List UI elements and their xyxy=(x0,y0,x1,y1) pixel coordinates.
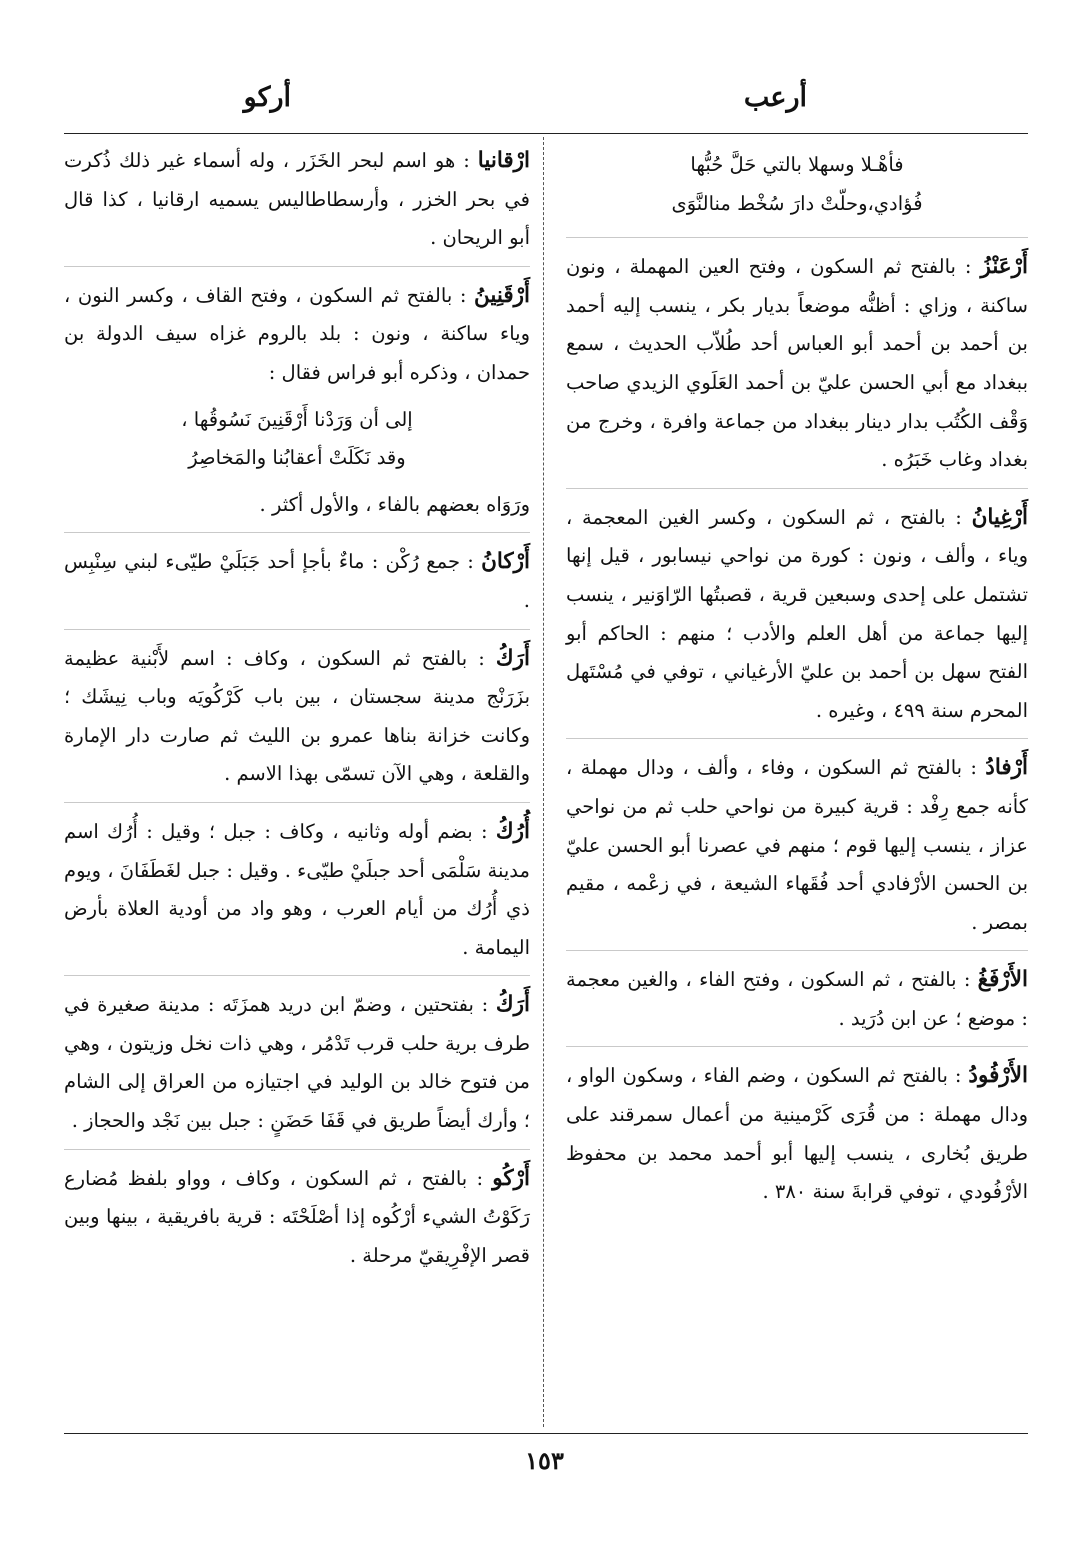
entry-headword: أَرْقَنِينُ xyxy=(474,282,530,308)
entry-headword: أَرْفادُ xyxy=(985,755,1029,781)
entry-arqaniya xyxy=(64,142,530,267)
poem-line: وقد نَكَلَتْ أعقابُنا والمَخاصِرُ xyxy=(188,446,406,470)
entry-text: : جمع رُكْن : ماءٌ بأجإ أحد جَبَلَيْ طيّىء لبني سِنْبِس . xyxy=(64,550,530,612)
poem-line: إلى أن وَرَدْنا أَرْقَنِينَ نَسُوقُها ، xyxy=(181,407,413,431)
running-head-left: أركو xyxy=(243,82,291,113)
entry-note: ورَوَاه بعضهم بالفاء ، والأول أكثر . xyxy=(259,492,530,516)
entry-alarfud xyxy=(566,1057,1028,1219)
entry-headword: أَرَكُ xyxy=(495,992,530,1018)
poem-verse xyxy=(64,393,530,486)
entry-headword: أَرْكانُ xyxy=(481,549,530,575)
entry-headword: أَرْغِيانُ xyxy=(971,504,1028,530)
entry-ark-1 xyxy=(64,640,530,803)
entry-uruk xyxy=(64,813,530,976)
entry-headword: أَرَكُ xyxy=(495,645,530,671)
entry-arku xyxy=(64,1160,530,1284)
entry-text: : بفتحتين ، وضمّ ابن دريد همزَتَه : مدينة صغيرة في طرف برية حلب قرب تَدْمُر ، وهي ذات نخل وزيتون ، وهي من فتوح خالد بن الوليد في اجتيازه من العراق إلى الشام ؛ وأرك أيضاً طريق في قَفَا حَضَنٍ : جبل بين نَجْد والحجاز . xyxy=(64,993,530,1133)
entry-headword: أَرْكُو xyxy=(492,1165,530,1191)
entry-text: : بالفتح ، ثم السكون ، وفتح الفاء ، والغين معجمة : موضع ؛ عن ابن دُرَيد . xyxy=(566,968,1028,1030)
running-head-right: أرعب xyxy=(743,82,807,113)
page-number: ١٥٣ xyxy=(525,1446,564,1475)
top-rule xyxy=(64,133,1028,134)
poem-line: فأهْـلا وسهلا بالتي حَلَّ حُبُّها xyxy=(690,153,904,176)
entry-text: : بالفتح ، ثم السكون ، وكسر الغين المعجمة ، وياء ، وألف ، ونون : كورة من نواحي نيسابور ، قيل إنها تشتمل على إحدى وسبعين قرية ، قصبتُها الرّاوَنير ، ينسب إليها جماعة من أهل العلم والأدب ؛ منهم : الحاكم أبو الفتح سهل بن أحمد بن عليّ الأرغياني ، توفي في مُسْتَهل المحرم سنة ٤٩٩ ، وغيره . xyxy=(566,505,1028,722)
column-divider xyxy=(543,137,544,1427)
entry-text: : هو اسم لبحر الخَزَر ، وله أسماء غير ذلك ذُكرت في بحر الخزر ، وأرسطاطاليس يسميه ارقانيا ، كذا قال أبو الريحان . xyxy=(64,149,530,250)
entry-arak xyxy=(64,986,530,1149)
left-column xyxy=(64,142,530,1293)
entry-headword: أَرْعَنْزُ xyxy=(980,254,1028,280)
entry-arghiyan xyxy=(566,499,1028,740)
entry-headword: الأَرْفُودُ xyxy=(968,1063,1028,1089)
entry-text: : بالفتح ثم السكون ، وفتح القاف ، وكسر النون ، وياء ساكنة ، ونون : بلد بالروم غزاه سيف الدولة بن حمدان ، وذكره أبو فراس فقال : xyxy=(64,283,530,384)
entry-text: : بضم أوله وثانيه ، وكاف : جبل ؛ وقيل : أُرُك اسم مدينة سَلْمَى أحد جبلَيْ طيّىء . وقيل : جبل لغَطَفَانَ ، ويوم ذي أُرُك من أيام العرب ، وهو واد من أودية العلاة بأرض اليمامة . xyxy=(64,819,530,959)
entry-text: : بالفتح ثم السكون ، وضم الفاء ، وسكون الواو ، ودال مهملة : من قُرَى كَرْمينية من أعمال سمرقند على طريق بُخارى ، ينسب إليها أبو أحمد محمد بن محفوظ الأرْفُودي ، توفي قرابةَ سنة ٣٨٠ . xyxy=(566,1064,1028,1204)
entry-text: : بالفتح ، ثم السكون ، وكاف ، وواو بلفظ مُضارع رَكَوْتُ الشيء أرْكُوه إذا أصْلَحْتَه : قرية بافريقية ، بينها وبين قصر الإفْرِيقيّ مرحلة . xyxy=(64,1166,530,1267)
entry-arghanz xyxy=(566,248,1028,489)
entry-headword: الأَرْفَغُ xyxy=(977,967,1029,993)
entry-arkan xyxy=(64,543,530,629)
entry-headword: أُرُكُ xyxy=(495,818,530,844)
entry-arqanin xyxy=(64,277,530,534)
bottom-rule xyxy=(64,1433,1028,1434)
entry-alarfagh xyxy=(566,961,1028,1047)
poem-verse xyxy=(566,142,1028,238)
right-column xyxy=(566,142,1028,1230)
entry-headword: ارْقانيا xyxy=(477,148,531,173)
poem-line: فُؤادي،وحلّتْ دارَ سُخْط منالنَّوَى xyxy=(671,191,923,215)
entry-text: : بالفتح ثم السكون ، وكاف : اسم لأَبْنية عظيمة بزَرَنْج مدينة سجستان ، بين باب كَرْكُويَه وباب نِيشَك ؛ وكانت خزانة بناها عمرو بن الليث ثم صارت دار الإمارة والقلعة ، وهي الآن تسمّى بهذا الاسم . xyxy=(64,646,530,786)
entry-text: : بالفتح ثم السكون ، وفاء ، وألف ، ودال مهملة ، كأنه جمع رِفْد : قرية كبيرة من نواحي حلب ثم من نواحي عزاز ، ينسب إليها قوم ؛ منهم في عصرنا أبو الحسن عليّ بن الحسن الأرْفادي أحد فُقَهاء الشيعة ، في زعْمه ، مقيم بمصر . xyxy=(566,756,1028,934)
entry-arfad xyxy=(566,749,1028,951)
entry-text: : بالفتح ثم السكون ، وفتح العين المهملة ، ونون ساكنة ، وزاي : أظنُّه موضعاً بديار بكر ، ينسب إليه أحمد بن أحمد بن أحمد أبو العباس أحد طُلاّب الحديث ، سمع ببغداد مع أبي الحسن عليّ بن أحمد العَلَوي الزيدي صاحب وَقْف الكُتُب بدار دينار ببغداد من جماعة وافرة ، وخرج من بغداد وغاب خَبَرُه . xyxy=(566,255,1028,472)
